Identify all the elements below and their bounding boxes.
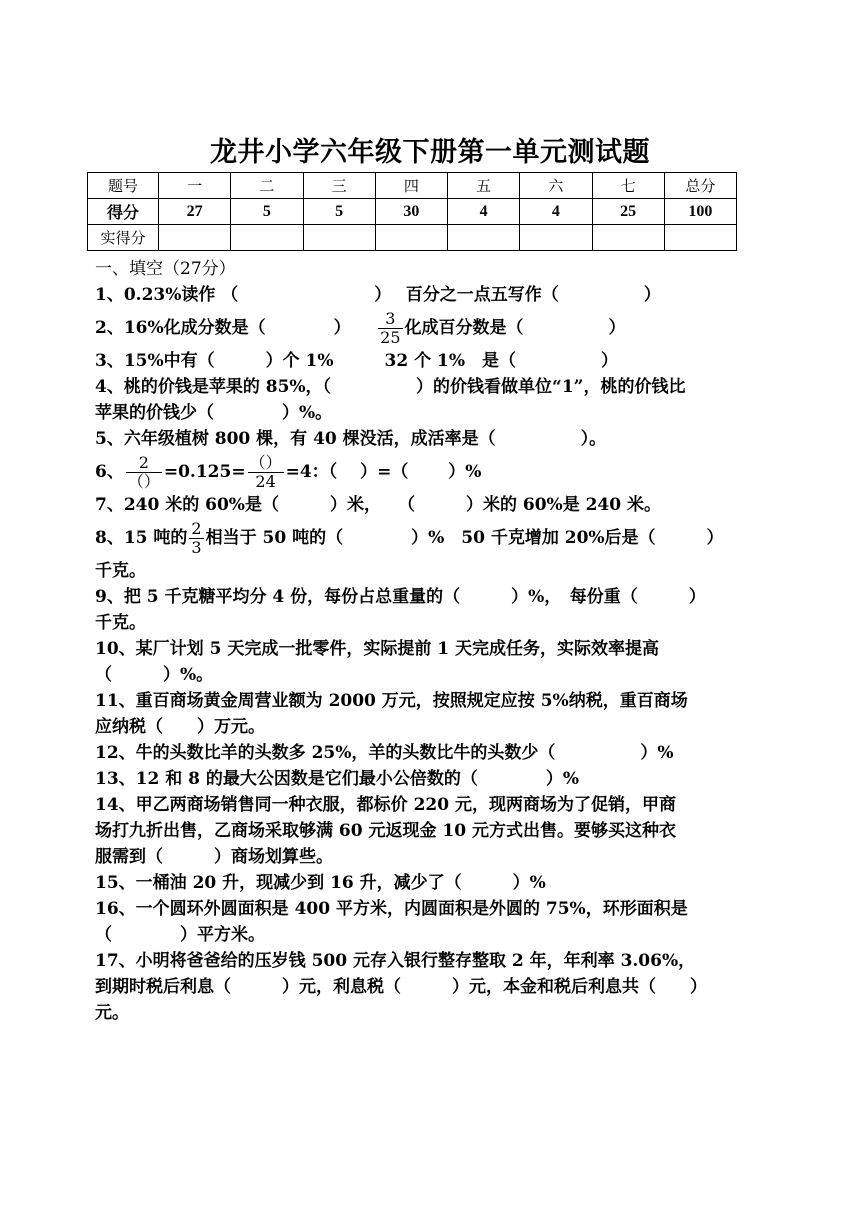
table-cell: 五: [448, 173, 520, 199]
score-input-cell[interactable]: [520, 225, 592, 251]
question-1: 1、0.23%读作 （ ） 百分之一点五写作（ ）: [95, 285, 661, 305]
score-input-cell[interactable]: [303, 225, 375, 251]
question-16-line-2: （ ）平方米。: [95, 925, 265, 945]
question-text: 相当于 50 吨的（ ）% 50 千克增加 20%后是（ ）: [205, 528, 724, 548]
score-input-cell[interactable]: [159, 225, 231, 251]
table-cell: 七: [592, 173, 664, 199]
table-cell: 六: [520, 173, 592, 199]
question-7: 7、240 米的 60%是（ ）米， （ ）米的 60%是 240 米。: [95, 495, 662, 515]
question-8-line-2: 千克。: [95, 561, 146, 581]
fraction: [189, 520, 203, 557]
fraction-denominator: 3: [191, 538, 202, 557]
table-cell: 总分: [664, 173, 736, 199]
question-3: 3、15%中有（ ）个 1% 32 个 1% 是（ ）: [95, 351, 619, 371]
table-cell: 实得分: [88, 225, 159, 251]
fraction-numerator: 3: [378, 310, 402, 329]
question-14-line-2: 场打九折出售，乙商场采取够满 60 元返现金 10 元方式出售。要够买这种衣: [95, 821, 676, 841]
question-2: [95, 308, 775, 348]
question-list: [95, 256, 775, 1026]
fraction-denominator: （）: [127, 472, 160, 491]
question-text: =4：（ ）=（ ）%: [285, 462, 482, 482]
question-6: [95, 452, 775, 492]
question-10-line-2: （ ）%。: [95, 665, 214, 685]
question-17-line-3: 元。: [95, 1003, 129, 1023]
question-16-line-1: 16、一个圆环外圆面积是 400 平方米，内圆面积是外圆的 75%，环形面积是: [95, 899, 688, 919]
fraction-numerator: 2: [126, 454, 162, 473]
score-input-cell[interactable]: [231, 225, 303, 251]
score-input-cell[interactable]: [592, 225, 664, 251]
score-input-cell[interactable]: [448, 225, 520, 251]
question-14-line-3: 服需到（ ）商场划算些。: [95, 847, 333, 867]
table-cell: 题号: [88, 173, 159, 199]
score-input-cell[interactable]: [664, 225, 736, 251]
table-header-row: [88, 173, 737, 199]
table-cell: 四: [375, 173, 447, 199]
fraction: [248, 454, 284, 491]
question-text: 2、16%化成分数是（ ）: [95, 318, 377, 338]
page-title: 龙井小学六年级下册第一单元测试题: [210, 137, 650, 168]
table-cell: 5: [303, 199, 375, 225]
question-text: 8、15 吨的: [95, 528, 188, 548]
table-cell: 25: [592, 199, 664, 225]
question-11-line-1: 11、重百商场黄金周营业额为 2000 万元，按照规定应按 5%纳税，重百商场: [95, 691, 688, 711]
score-input-cell[interactable]: [375, 225, 447, 251]
question-13: 13、12 和 8 的最大公因数是它们最小公倍数的（ ）%: [95, 769, 580, 789]
fraction-denominator: 25: [380, 328, 401, 347]
table-cell: 27: [159, 199, 231, 225]
question-8: [95, 518, 775, 558]
table-cell: 二: [231, 173, 303, 199]
question-17-line-1: 17、小明将爸爸给的压岁钱 500 元存入银行整存整取 2 年，年利率 3.06%，: [95, 951, 696, 971]
fraction: [126, 454, 162, 491]
question-4-line-2: 苹果的价钱少（ ）%。: [95, 403, 333, 423]
question-9-line-1: 9、把 5 千克糖平均分 4 份，每份占总重量的（ ）%， 每份重（ ）: [95, 587, 706, 607]
question-text: 6、: [95, 462, 124, 482]
question-12: 12、牛的头数比羊的头数多 25%，羊的头数比牛的头数少（ ）%: [95, 743, 674, 763]
question-17-line-2: 到期时税后利息（ ）元，利息税（ ）元，本金和税后利息共（ ）: [95, 977, 707, 997]
table-row-actual: [88, 225, 737, 251]
fraction-numerator: （）: [249, 453, 282, 472]
table-cell: 三: [303, 173, 375, 199]
fraction-numerator: 2: [191, 519, 202, 538]
question-5: 5、六年级植树 800 棵，有 40 棵没活，成活率是（ ）。: [95, 429, 607, 449]
question-4-line-1: 4、桃的价钱是苹果的 85%，（ ）的价钱看做单位“1”，桃的价钱比: [95, 377, 686, 397]
score-table: [87, 172, 737, 251]
table-cell: 4: [520, 199, 592, 225]
table-cell: 4: [448, 199, 520, 225]
table-cell: 100: [664, 199, 736, 225]
question-9-line-2: 千克。: [95, 613, 146, 633]
table-cell: 30: [375, 199, 447, 225]
section-heading: 一、填空（27分）: [95, 259, 236, 279]
table-cell: 一: [159, 173, 231, 199]
question-10-line-1: 10、某厂计划 5 天完成一批零件，实际提前 1 天完成任务，实际效率提高: [95, 639, 659, 659]
table-cell: 5: [231, 199, 303, 225]
table-cell: 得分: [88, 199, 159, 225]
question-11-line-2: 应纳税（ ）万元。: [95, 717, 265, 737]
fraction-denominator: 24: [255, 472, 276, 491]
table-row-score: [88, 199, 737, 225]
question-15: 15、一桶油 20 升，现减少到 16 升，减少了（ ）%: [95, 873, 546, 893]
question-text: 化成百分数是（ ）: [404, 318, 626, 338]
question-14-line-1: 14、甲乙两商场销售同一种衣服，都标价 220 元，现两商场为了促销，甲商: [95, 795, 676, 815]
fraction: [378, 310, 402, 347]
question-text: =0.125=: [163, 462, 246, 482]
